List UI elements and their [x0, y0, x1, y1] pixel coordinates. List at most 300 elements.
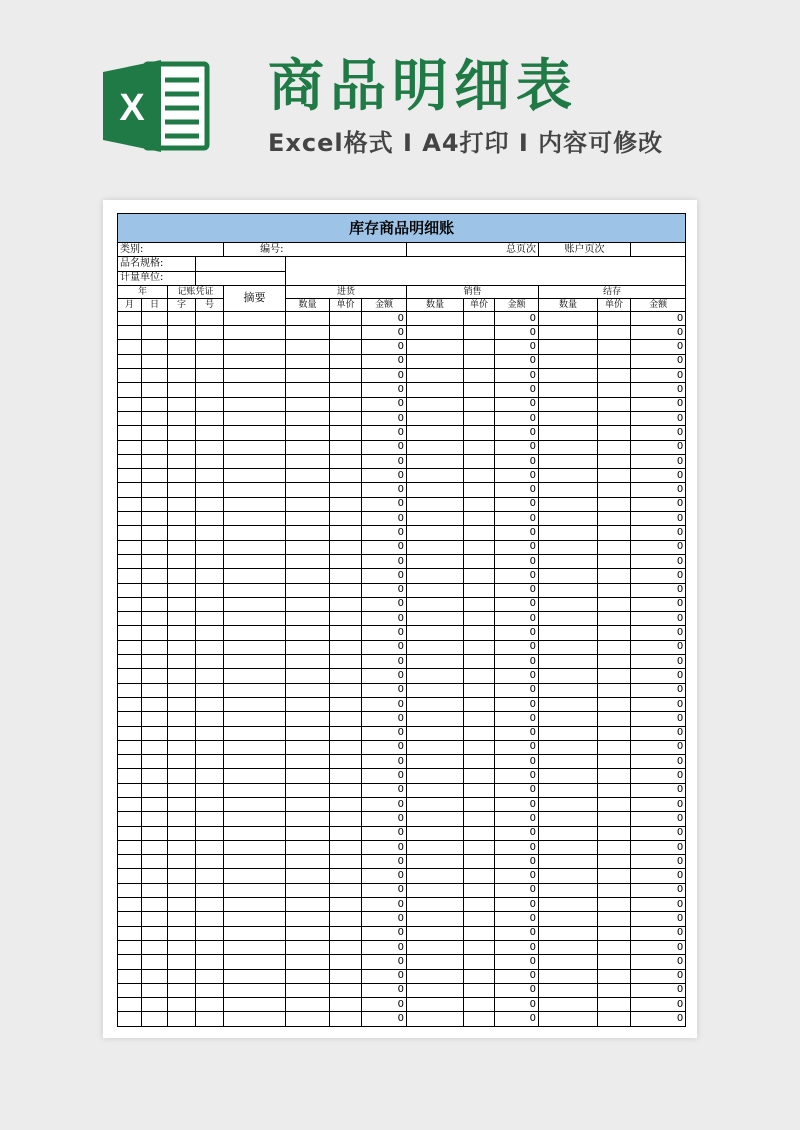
month-cell[interactable]	[118, 755, 142, 769]
summary-cell[interactable]	[224, 797, 286, 811]
stock-price-cell[interactable]	[598, 797, 631, 811]
sales-price-cell[interactable]	[464, 740, 495, 754]
stock-price-cell[interactable]	[598, 326, 631, 340]
stock-qty-cell[interactable]	[539, 383, 598, 397]
sales-price-cell[interactable]	[464, 554, 495, 568]
sales-price-cell[interactable]	[464, 326, 495, 340]
month-cell[interactable]	[118, 740, 142, 754]
sales-amount-cell[interactable]: 0	[495, 669, 539, 683]
sales-qty-cell[interactable]	[407, 411, 464, 425]
voucher-no-cell[interactable]	[196, 783, 224, 797]
stock-price-cell[interactable]	[598, 397, 631, 411]
summary-cell[interactable]	[224, 669, 286, 683]
sales-price-cell[interactable]	[464, 469, 495, 483]
purchase-amount-cell[interactable]: 0	[362, 569, 407, 583]
sales-qty-cell[interactable]	[407, 512, 464, 526]
day-cell[interactable]	[142, 912, 168, 926]
sales-qty-cell[interactable]	[407, 683, 464, 697]
stock-amount-cell[interactable]: 0	[631, 855, 686, 869]
summary-cell[interactable]	[224, 697, 286, 711]
purchase-price-cell[interactable]	[330, 369, 362, 383]
purchase-qty-cell[interactable]	[286, 626, 330, 640]
voucher-char-cell[interactable]	[168, 526, 196, 540]
purchase-amount-cell[interactable]: 0	[362, 955, 407, 969]
purchase-amount-cell[interactable]: 0	[362, 697, 407, 711]
stock-amount-cell[interactable]: 0	[631, 583, 686, 597]
purchase-qty-cell[interactable]	[286, 940, 330, 954]
stock-qty-cell[interactable]	[539, 969, 598, 983]
sales-amount-cell[interactable]: 0	[495, 640, 539, 654]
summary-cell[interactable]	[224, 454, 286, 468]
purchase-qty-cell[interactable]	[286, 712, 330, 726]
purchase-qty-cell[interactable]	[286, 311, 330, 325]
summary-cell[interactable]	[224, 655, 286, 669]
sales-amount-cell[interactable]: 0	[495, 583, 539, 597]
stock-amount-cell[interactable]: 0	[631, 755, 686, 769]
stock-amount-cell[interactable]: 0	[631, 726, 686, 740]
stock-amount-cell[interactable]: 0	[631, 898, 686, 912]
summary-cell[interactable]	[224, 483, 286, 497]
sales-price-cell[interactable]	[464, 755, 495, 769]
purchase-qty-cell[interactable]	[286, 554, 330, 568]
sales-qty-cell[interactable]	[407, 540, 464, 554]
stock-price-cell[interactable]	[598, 369, 631, 383]
purchase-price-cell[interactable]	[330, 469, 362, 483]
purchase-qty-cell[interactable]	[286, 469, 330, 483]
voucher-char-cell[interactable]	[168, 926, 196, 940]
stock-price-cell[interactable]	[598, 983, 631, 997]
stock-amount-cell[interactable]: 0	[631, 683, 686, 697]
purchase-price-cell[interactable]	[330, 769, 362, 783]
sales-amount-cell[interactable]: 0	[495, 311, 539, 325]
purchase-amount-cell[interactable]: 0	[362, 612, 407, 626]
stock-price-cell[interactable]	[598, 955, 631, 969]
stock-price-cell[interactable]	[598, 554, 631, 568]
month-cell[interactable]	[118, 454, 142, 468]
sales-amount-cell[interactable]: 0	[495, 526, 539, 540]
stock-qty-cell[interactable]	[539, 411, 598, 425]
summary-cell[interactable]	[224, 926, 286, 940]
day-cell[interactable]	[142, 869, 168, 883]
stock-qty-cell[interactable]	[539, 826, 598, 840]
sales-amount-cell[interactable]: 0	[495, 812, 539, 826]
sales-qty-cell[interactable]	[407, 354, 464, 368]
voucher-no-cell[interactable]	[196, 626, 224, 640]
month-cell[interactable]	[118, 712, 142, 726]
purchase-amount-cell[interactable]: 0	[362, 983, 407, 997]
day-cell[interactable]	[142, 669, 168, 683]
day-cell[interactable]	[142, 469, 168, 483]
sales-qty-cell[interactable]	[407, 812, 464, 826]
voucher-char-cell[interactable]	[168, 454, 196, 468]
voucher-char-cell[interactable]	[168, 740, 196, 754]
stock-qty-cell[interactable]	[539, 998, 598, 1012]
month-cell[interactable]	[118, 883, 142, 897]
stock-price-cell[interactable]	[598, 383, 631, 397]
stock-qty-cell[interactable]	[539, 512, 598, 526]
day-cell[interactable]	[142, 640, 168, 654]
stock-price-cell[interactable]	[598, 526, 631, 540]
stock-price-cell[interactable]	[598, 655, 631, 669]
sales-amount-cell[interactable]: 0	[495, 569, 539, 583]
voucher-no-cell[interactable]	[196, 898, 224, 912]
month-cell[interactable]	[118, 340, 142, 354]
stock-amount-cell[interactable]: 0	[631, 955, 686, 969]
purchase-qty-cell[interactable]	[286, 383, 330, 397]
stock-price-cell[interactable]	[598, 569, 631, 583]
day-cell[interactable]	[142, 626, 168, 640]
stock-qty-cell[interactable]	[539, 354, 598, 368]
stock-qty-cell[interactable]	[539, 569, 598, 583]
purchase-qty-cell[interactable]	[286, 483, 330, 497]
voucher-no-cell[interactable]	[196, 411, 224, 425]
sales-amount-cell[interactable]: 0	[495, 769, 539, 783]
sales-amount-cell[interactable]: 0	[495, 912, 539, 926]
voucher-char-cell[interactable]	[168, 898, 196, 912]
purchase-qty-cell[interactable]	[286, 826, 330, 840]
purchase-qty-cell[interactable]	[286, 812, 330, 826]
sales-amount-cell[interactable]: 0	[495, 1012, 539, 1026]
day-cell[interactable]	[142, 483, 168, 497]
stock-qty-cell[interactable]	[539, 554, 598, 568]
voucher-no-cell[interactable]	[196, 740, 224, 754]
purchase-amount-cell[interactable]: 0	[362, 554, 407, 568]
voucher-char-cell[interactable]	[168, 969, 196, 983]
sales-price-cell[interactable]	[464, 826, 495, 840]
sales-price-cell[interactable]	[464, 697, 495, 711]
stock-price-cell[interactable]	[598, 769, 631, 783]
purchase-price-cell[interactable]	[330, 655, 362, 669]
stock-amount-cell[interactable]: 0	[631, 1012, 686, 1026]
summary-cell[interactable]	[224, 383, 286, 397]
sales-qty-cell[interactable]	[407, 669, 464, 683]
sales-price-cell[interactable]	[464, 612, 495, 626]
day-cell[interactable]	[142, 426, 168, 440]
sales-amount-cell[interactable]: 0	[495, 454, 539, 468]
sales-amount-cell[interactable]: 0	[495, 697, 539, 711]
purchase-price-cell[interactable]	[330, 969, 362, 983]
stock-amount-cell[interactable]: 0	[631, 326, 686, 340]
voucher-no-cell[interactable]	[196, 712, 224, 726]
sales-amount-cell[interactable]: 0	[495, 497, 539, 511]
stock-price-cell[interactable]	[598, 812, 631, 826]
purchase-price-cell[interactable]	[330, 526, 362, 540]
sales-qty-cell[interactable]	[407, 612, 464, 626]
stock-qty-cell[interactable]	[539, 369, 598, 383]
summary-cell[interactable]	[224, 440, 286, 454]
day-cell[interactable]	[142, 597, 168, 611]
summary-cell[interactable]	[224, 683, 286, 697]
stock-amount-cell[interactable]: 0	[631, 869, 686, 883]
stock-price-cell[interactable]	[598, 669, 631, 683]
stock-amount-cell[interactable]: 0	[631, 483, 686, 497]
stock-price-cell[interactable]	[598, 626, 631, 640]
day-cell[interactable]	[142, 354, 168, 368]
voucher-char-cell[interactable]	[168, 326, 196, 340]
voucher-char-cell[interactable]	[168, 955, 196, 969]
purchase-price-cell[interactable]	[330, 840, 362, 854]
voucher-char-cell[interactable]	[168, 697, 196, 711]
day-cell[interactable]	[142, 569, 168, 583]
purchase-qty-cell[interactable]	[286, 840, 330, 854]
sales-price-cell[interactable]	[464, 855, 495, 869]
sales-amount-cell[interactable]: 0	[495, 955, 539, 969]
stock-price-cell[interactable]	[598, 726, 631, 740]
day-cell[interactable]	[142, 855, 168, 869]
summary-cell[interactable]	[224, 526, 286, 540]
sales-amount-cell[interactable]: 0	[495, 354, 539, 368]
purchase-amount-cell[interactable]: 0	[362, 769, 407, 783]
purchase-amount-cell[interactable]: 0	[362, 855, 407, 869]
name-spec-value[interactable]	[196, 257, 286, 271]
day-cell[interactable]	[142, 697, 168, 711]
sales-qty-cell[interactable]	[407, 583, 464, 597]
purchase-qty-cell[interactable]	[286, 726, 330, 740]
voucher-char-cell[interactable]	[168, 726, 196, 740]
sales-amount-cell[interactable]: 0	[495, 726, 539, 740]
sales-qty-cell[interactable]	[407, 940, 464, 954]
unit-value[interactable]	[196, 271, 286, 285]
stock-qty-cell[interactable]	[539, 812, 598, 826]
sales-qty-cell[interactable]	[407, 655, 464, 669]
voucher-no-cell[interactable]	[196, 311, 224, 325]
purchase-price-cell[interactable]	[330, 926, 362, 940]
purchase-price-cell[interactable]	[330, 869, 362, 883]
stock-amount-cell[interactable]: 0	[631, 783, 686, 797]
purchase-price-cell[interactable]	[330, 826, 362, 840]
purchase-qty-cell[interactable]	[286, 769, 330, 783]
purchase-amount-cell[interactable]: 0	[362, 883, 407, 897]
voucher-char-cell[interactable]	[168, 426, 196, 440]
purchase-price-cell[interactable]	[330, 497, 362, 511]
stock-amount-cell[interactable]: 0	[631, 826, 686, 840]
summary-cell[interactable]	[224, 969, 286, 983]
purchase-amount-cell[interactable]: 0	[362, 626, 407, 640]
sales-amount-cell[interactable]: 0	[495, 940, 539, 954]
voucher-char-cell[interactable]	[168, 597, 196, 611]
purchase-amount-cell[interactable]: 0	[362, 469, 407, 483]
sales-qty-cell[interactable]	[407, 469, 464, 483]
stock-price-cell[interactable]	[598, 497, 631, 511]
purchase-qty-cell[interactable]	[286, 612, 330, 626]
voucher-char-cell[interactable]	[168, 940, 196, 954]
month-cell[interactable]	[118, 369, 142, 383]
voucher-char-cell[interactable]	[168, 497, 196, 511]
voucher-char-cell[interactable]	[168, 612, 196, 626]
summary-cell[interactable]	[224, 583, 286, 597]
voucher-char-cell[interactable]	[168, 440, 196, 454]
month-cell[interactable]	[118, 797, 142, 811]
stock-amount-cell[interactable]: 0	[631, 354, 686, 368]
stock-amount-cell[interactable]: 0	[631, 612, 686, 626]
purchase-qty-cell[interactable]	[286, 411, 330, 425]
month-cell[interactable]	[118, 383, 142, 397]
sales-qty-cell[interactable]	[407, 597, 464, 611]
stock-qty-cell[interactable]	[539, 983, 598, 997]
purchase-amount-cell[interactable]: 0	[362, 669, 407, 683]
summary-cell[interactable]	[224, 569, 286, 583]
info-blank-area[interactable]	[286, 257, 686, 286]
summary-cell[interactable]	[224, 326, 286, 340]
purchase-amount-cell[interactable]: 0	[362, 926, 407, 940]
day-cell[interactable]	[142, 440, 168, 454]
voucher-no-cell[interactable]	[196, 540, 224, 554]
voucher-no-cell[interactable]	[196, 426, 224, 440]
sales-qty-cell[interactable]	[407, 926, 464, 940]
sales-price-cell[interactable]	[464, 440, 495, 454]
sales-qty-cell[interactable]	[407, 898, 464, 912]
day-cell[interactable]	[142, 726, 168, 740]
sales-price-cell[interactable]	[464, 898, 495, 912]
sales-amount-cell[interactable]: 0	[495, 597, 539, 611]
voucher-char-cell[interactable]	[168, 883, 196, 897]
summary-cell[interactable]	[224, 626, 286, 640]
sales-amount-cell[interactable]: 0	[495, 469, 539, 483]
purchase-price-cell[interactable]	[330, 669, 362, 683]
purchase-qty-cell[interactable]	[286, 655, 330, 669]
voucher-no-cell[interactable]	[196, 569, 224, 583]
summary-cell[interactable]	[224, 898, 286, 912]
summary-cell[interactable]	[224, 940, 286, 954]
voucher-char-cell[interactable]	[168, 411, 196, 425]
sales-price-cell[interactable]	[464, 369, 495, 383]
voucher-no-cell[interactable]	[196, 597, 224, 611]
sales-price-cell[interactable]	[464, 340, 495, 354]
purchase-qty-cell[interactable]	[286, 426, 330, 440]
purchase-price-cell[interactable]	[330, 340, 362, 354]
voucher-char-cell[interactable]	[168, 640, 196, 654]
sales-price-cell[interactable]	[464, 655, 495, 669]
sales-amount-cell[interactable]: 0	[495, 483, 539, 497]
sales-qty-cell[interactable]	[407, 883, 464, 897]
stock-price-cell[interactable]	[598, 840, 631, 854]
stock-amount-cell[interactable]: 0	[631, 426, 686, 440]
purchase-amount-cell[interactable]: 0	[362, 369, 407, 383]
month-cell[interactable]	[118, 840, 142, 854]
purchase-qty-cell[interactable]	[286, 998, 330, 1012]
stock-qty-cell[interactable]	[539, 669, 598, 683]
summary-cell[interactable]	[224, 512, 286, 526]
voucher-no-cell[interactable]	[196, 883, 224, 897]
voucher-no-cell[interactable]	[196, 440, 224, 454]
sales-price-cell[interactable]	[464, 483, 495, 497]
stock-qty-cell[interactable]	[539, 311, 598, 325]
stock-amount-cell[interactable]: 0	[631, 983, 686, 997]
sales-qty-cell[interactable]	[407, 311, 464, 325]
stock-price-cell[interactable]	[598, 869, 631, 883]
month-cell[interactable]	[118, 626, 142, 640]
summary-cell[interactable]	[224, 397, 286, 411]
month-cell[interactable]	[118, 726, 142, 740]
purchase-amount-cell[interactable]: 0	[362, 755, 407, 769]
stock-price-cell[interactable]	[598, 1012, 631, 1026]
stock-qty-cell[interactable]	[539, 340, 598, 354]
sales-price-cell[interactable]	[464, 569, 495, 583]
day-cell[interactable]	[142, 340, 168, 354]
stock-price-cell[interactable]	[598, 912, 631, 926]
day-cell[interactable]	[142, 326, 168, 340]
purchase-price-cell[interactable]	[330, 583, 362, 597]
purchase-price-cell[interactable]	[330, 440, 362, 454]
sales-qty-cell[interactable]	[407, 454, 464, 468]
day-cell[interactable]	[142, 926, 168, 940]
summary-cell[interactable]	[224, 840, 286, 854]
stock-amount-cell[interactable]: 0	[631, 969, 686, 983]
voucher-char-cell[interactable]	[168, 855, 196, 869]
summary-cell[interactable]	[224, 869, 286, 883]
stock-qty-cell[interactable]	[539, 769, 598, 783]
purchase-amount-cell[interactable]: 0	[362, 326, 407, 340]
sales-price-cell[interactable]	[464, 397, 495, 411]
voucher-char-cell[interactable]	[168, 554, 196, 568]
voucher-char-cell[interactable]	[168, 869, 196, 883]
month-cell[interactable]	[118, 812, 142, 826]
summary-cell[interactable]	[224, 726, 286, 740]
stock-price-cell[interactable]	[598, 540, 631, 554]
stock-amount-cell[interactable]: 0	[631, 540, 686, 554]
purchase-qty-cell[interactable]	[286, 397, 330, 411]
stock-amount-cell[interactable]: 0	[631, 640, 686, 654]
stock-amount-cell[interactable]: 0	[631, 411, 686, 425]
stock-price-cell[interactable]	[598, 898, 631, 912]
day-cell[interactable]	[142, 454, 168, 468]
purchase-amount-cell[interactable]: 0	[362, 898, 407, 912]
voucher-no-cell[interactable]	[196, 655, 224, 669]
voucher-no-cell[interactable]	[196, 497, 224, 511]
sales-amount-cell[interactable]: 0	[495, 340, 539, 354]
stock-amount-cell[interactable]: 0	[631, 840, 686, 854]
stock-qty-cell[interactable]	[539, 640, 598, 654]
purchase-price-cell[interactable]	[330, 383, 362, 397]
month-cell[interactable]	[118, 440, 142, 454]
purchase-price-cell[interactable]	[330, 626, 362, 640]
purchase-amount-cell[interactable]: 0	[362, 497, 407, 511]
purchase-price-cell[interactable]	[330, 697, 362, 711]
month-cell[interactable]	[118, 483, 142, 497]
sales-qty-cell[interactable]	[407, 783, 464, 797]
sales-price-cell[interactable]	[464, 640, 495, 654]
stock-amount-cell[interactable]: 0	[631, 597, 686, 611]
stock-qty-cell[interactable]	[539, 1012, 598, 1026]
stock-qty-cell[interactable]	[539, 955, 598, 969]
day-cell[interactable]	[142, 983, 168, 997]
stock-amount-cell[interactable]: 0	[631, 697, 686, 711]
purchase-amount-cell[interactable]: 0	[362, 655, 407, 669]
voucher-char-cell[interactable]	[168, 626, 196, 640]
number-value-ext[interactable]	[407, 243, 495, 257]
sales-amount-cell[interactable]: 0	[495, 755, 539, 769]
purchase-price-cell[interactable]	[330, 512, 362, 526]
purchase-amount-cell[interactable]: 0	[362, 969, 407, 983]
purchase-amount-cell[interactable]: 0	[362, 940, 407, 954]
sales-qty-cell[interactable]	[407, 554, 464, 568]
voucher-no-cell[interactable]	[196, 512, 224, 526]
stock-amount-cell[interactable]: 0	[631, 626, 686, 640]
summary-cell[interactable]	[224, 740, 286, 754]
purchase-qty-cell[interactable]	[286, 883, 330, 897]
sales-price-cell[interactable]	[464, 1012, 495, 1026]
sales-amount-cell[interactable]: 0	[495, 826, 539, 840]
sales-price-cell[interactable]	[464, 669, 495, 683]
sales-qty-cell[interactable]	[407, 483, 464, 497]
stock-amount-cell[interactable]: 0	[631, 311, 686, 325]
stock-price-cell[interactable]	[598, 926, 631, 940]
day-cell[interactable]	[142, 512, 168, 526]
day-cell[interactable]	[142, 655, 168, 669]
voucher-no-cell[interactable]	[196, 326, 224, 340]
voucher-char-cell[interactable]	[168, 354, 196, 368]
summary-cell[interactable]	[224, 912, 286, 926]
